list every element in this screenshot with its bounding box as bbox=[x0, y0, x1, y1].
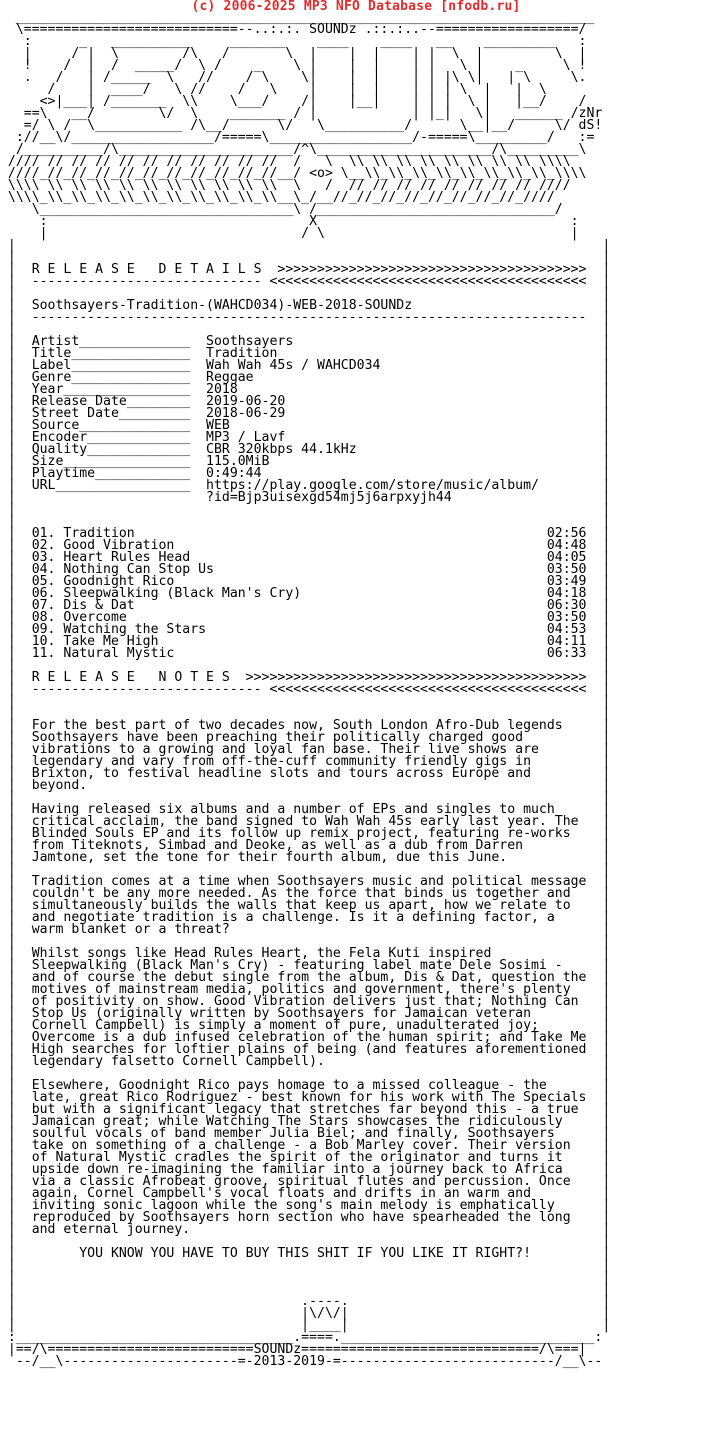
site-header: (c) 2006-2025 MP3 NFO Database [nfodb.ru] bbox=[191, 0, 521, 14]
nfo-document: _________________________________________________________________________ \===========================--..:.:. SOUNDz .::.:..--==================/ : _ __________ _______ ____ ____ __ _________ : | / | \ /\ / \ | | | | | \ | \ | ! / | / _____/ \ / _ \ | | | | | \ | _ \ ! . / | /_____ \ // / \ \| | | | | |\ \| | \ \. / | ____/ \ // / \ | | | | | | \ | | \ <>|___| /_______ \\ \___/ /| |__| | | | \ | |__/ / ==\ __/ \/ \ _______ / | | |_| \| ______ /zNr =/ \ / \___________ /\__/ \/ \__________/ \__|__/ \/ dS! ://__\/__________________/=====\__________________/-=====\_________/ := /__________/\______________________/^\______________________/\_________\ //// // // // // // // // // // // / \ \\ \\ \\ \\ \\ \\ \\ \\ \\\\ ////_//_//_//_//_//_//_//_//_//_//__/ <o> \__\\_\\_\\_\\_\\_\\_\\_\\_\\\\ \\\\ \\ \\ \\ \\ \\ \\ \\ \\ \\ \\ \ / // // // // // // // // //// \\\\_\\_\\_\\_\\_\\_\\_\\_\\_\\_\\__\_/__//_//_//_//_//_//_//_//_//// \________________________________\ /______________________________/ : X : | / \ | | | | | | R E L E A S E D E T A I L S >>>>>>>>>>>>>>>>>>>>>>>>>>>>>>>>>>>>>>> | | ----------------------------- <<<<<<<<<<<<<<<<<<<<<<<<<<<<<<<<<<<<<<<< | | | | Soothsayers-Tradition-(WAHCD034)-WEB-2018-SOUNDz | | ---------------------------------------------------------------------- | | | | Artist______________ Soothsayers | | Title_______________ Tradition | | Label_______________ Wah Wah 45s / WAHCD034 | | Genre_______________ Reggae | | Year________________ 2018 | | Release Date________ 2019-06-20 | | Street Date_________ 2018-06-29 | | Source______________ WEB | | Encoder_____________ MP3 / Lavf | | Quality_____________ CBR 320kbps 44.1kHz | | Size________________ 115.0MiB | | Playtime____________ 0:49:44 | | URL_________________ https://play.google.com/store/music/album/ | | ?id=Bjp3uisexgd54mj5j6arpxyjh44 | | | | | | 01. Tradition 02:56 | | 02. Good Vibration 04:48 | | 03. Heart Rules Head 04:05 | | 04. Nothing Can Stop Us 03:50 | | 05. Goodnight Rico 03:49 | | 06. Sleepwalking (Black Man's Cry) 04:18 | | 07. Dis & Dat 06:30 | | 08. Overcome 03:50 | | 09. Watching the Stars 04:53 | | 10. Take Me High 04:11 | | 11. Natural Mystic 06:33 | | | | R E L E A S E N O T E S >>>>>>>>>>>>>>>>>>>>>>>>>>>>>>>>>>>>>>>>>>> | | ----------------------------- <<<<<<<<<<<<<<<<<<<<<<<<<<<<<<<<<<<<<<<< | | | | | | For the best part of two decades now, South London Afro-Dub legends | | Soothsayers have been preaching their politically charged good | | vibrations to a growing and loyal fan base. Their live shows are | | legendary and vary from off-the-cuff community friendly gigs in | | Brixton, to festival headline slots and tours across Europe and | | beyond. | | | | Having released six albums and a number of EPs and singles to much | | critical acclaim, the band signed to Wah Wah 45s early last year. The | | Blinded Souls EP and its follow up remix project, featuring re-works | | from Titeknots, Simbad and Deoke, as well as a dub from Darren | | Jamtone, set the tone for their fourth album, due this June. | | | | Tradition comes at a time when Soothsayers music and political message | | couldn't be any more needed. As the force that binds us together and | | simultaneously builds the walls that keep us apart, how we relate to | | and negotiate tradition is a challenge. Is it a defining factor, a | | warm blanket or a threat? | | | | Whilst songs like Head Rules Heart, the Fela Kuti inspired | | Sleepwalking (Black Man's Cry) - featuring label mate Dele Sosimi - | | and of course the debut single from the album, Dis & Dat, question the | | motives of mainstream media, politics and government, there's plenty | | of positivity on show. Good Vibration delivers just that; Nothing Can | | Stop Us (originally written by Soothsayers for Jamaican veteran | | Cornell Campbell) is simply a moment of pure, unadulterated joy; | | Overcome is a dub infused celebration of the human spirit; and Take Me | | High searches for loftier plains of being (and features aforementioned | | legendary falsetto Cornell Campbell). | | | | Elsewhere, Goodnight Rico pays homage to a missed colleague - the | | late, great Rico Rodriguez - best known for his work with The Specials | | but with a significant legacy that stretches far beyond this - a true | | Jamaican great; while Watching The Stars showcases the ridiculously | | soulful vocals of band member Julia Biel; and finally, Soothsayers | | take on something of a challenge - a Bob Marley cover. Their version | | of Natural Mystic cradles the spirit of the originator and turns it | | upside down re-imagining the familiar into a journey back to Africa | | via a classic Afrobeat groove, spiritual flutes and percussion. Once | | again, Cornel Campbell's vocal floats and drifts in an warm and | | inviting sonic lagoon while the song's main melody is emphatically | | reproduced by Soothsayers horn section who have spearheaded the long | | and eternal journey. | | | | YOU KNOW YOU HAVE TO BUY THIS SHIT IF YOU LIKE IT RIGHT?! | | | | | | | | .----. | | |\/\/| | | |____| | :___________________________________.====.________________________________: |==/\==========================SOUNDz==============================/\===| --/__\----------------------=-2013-2019-=---------------------------/__\-- bbox=[7, 10, 611, 1369]
